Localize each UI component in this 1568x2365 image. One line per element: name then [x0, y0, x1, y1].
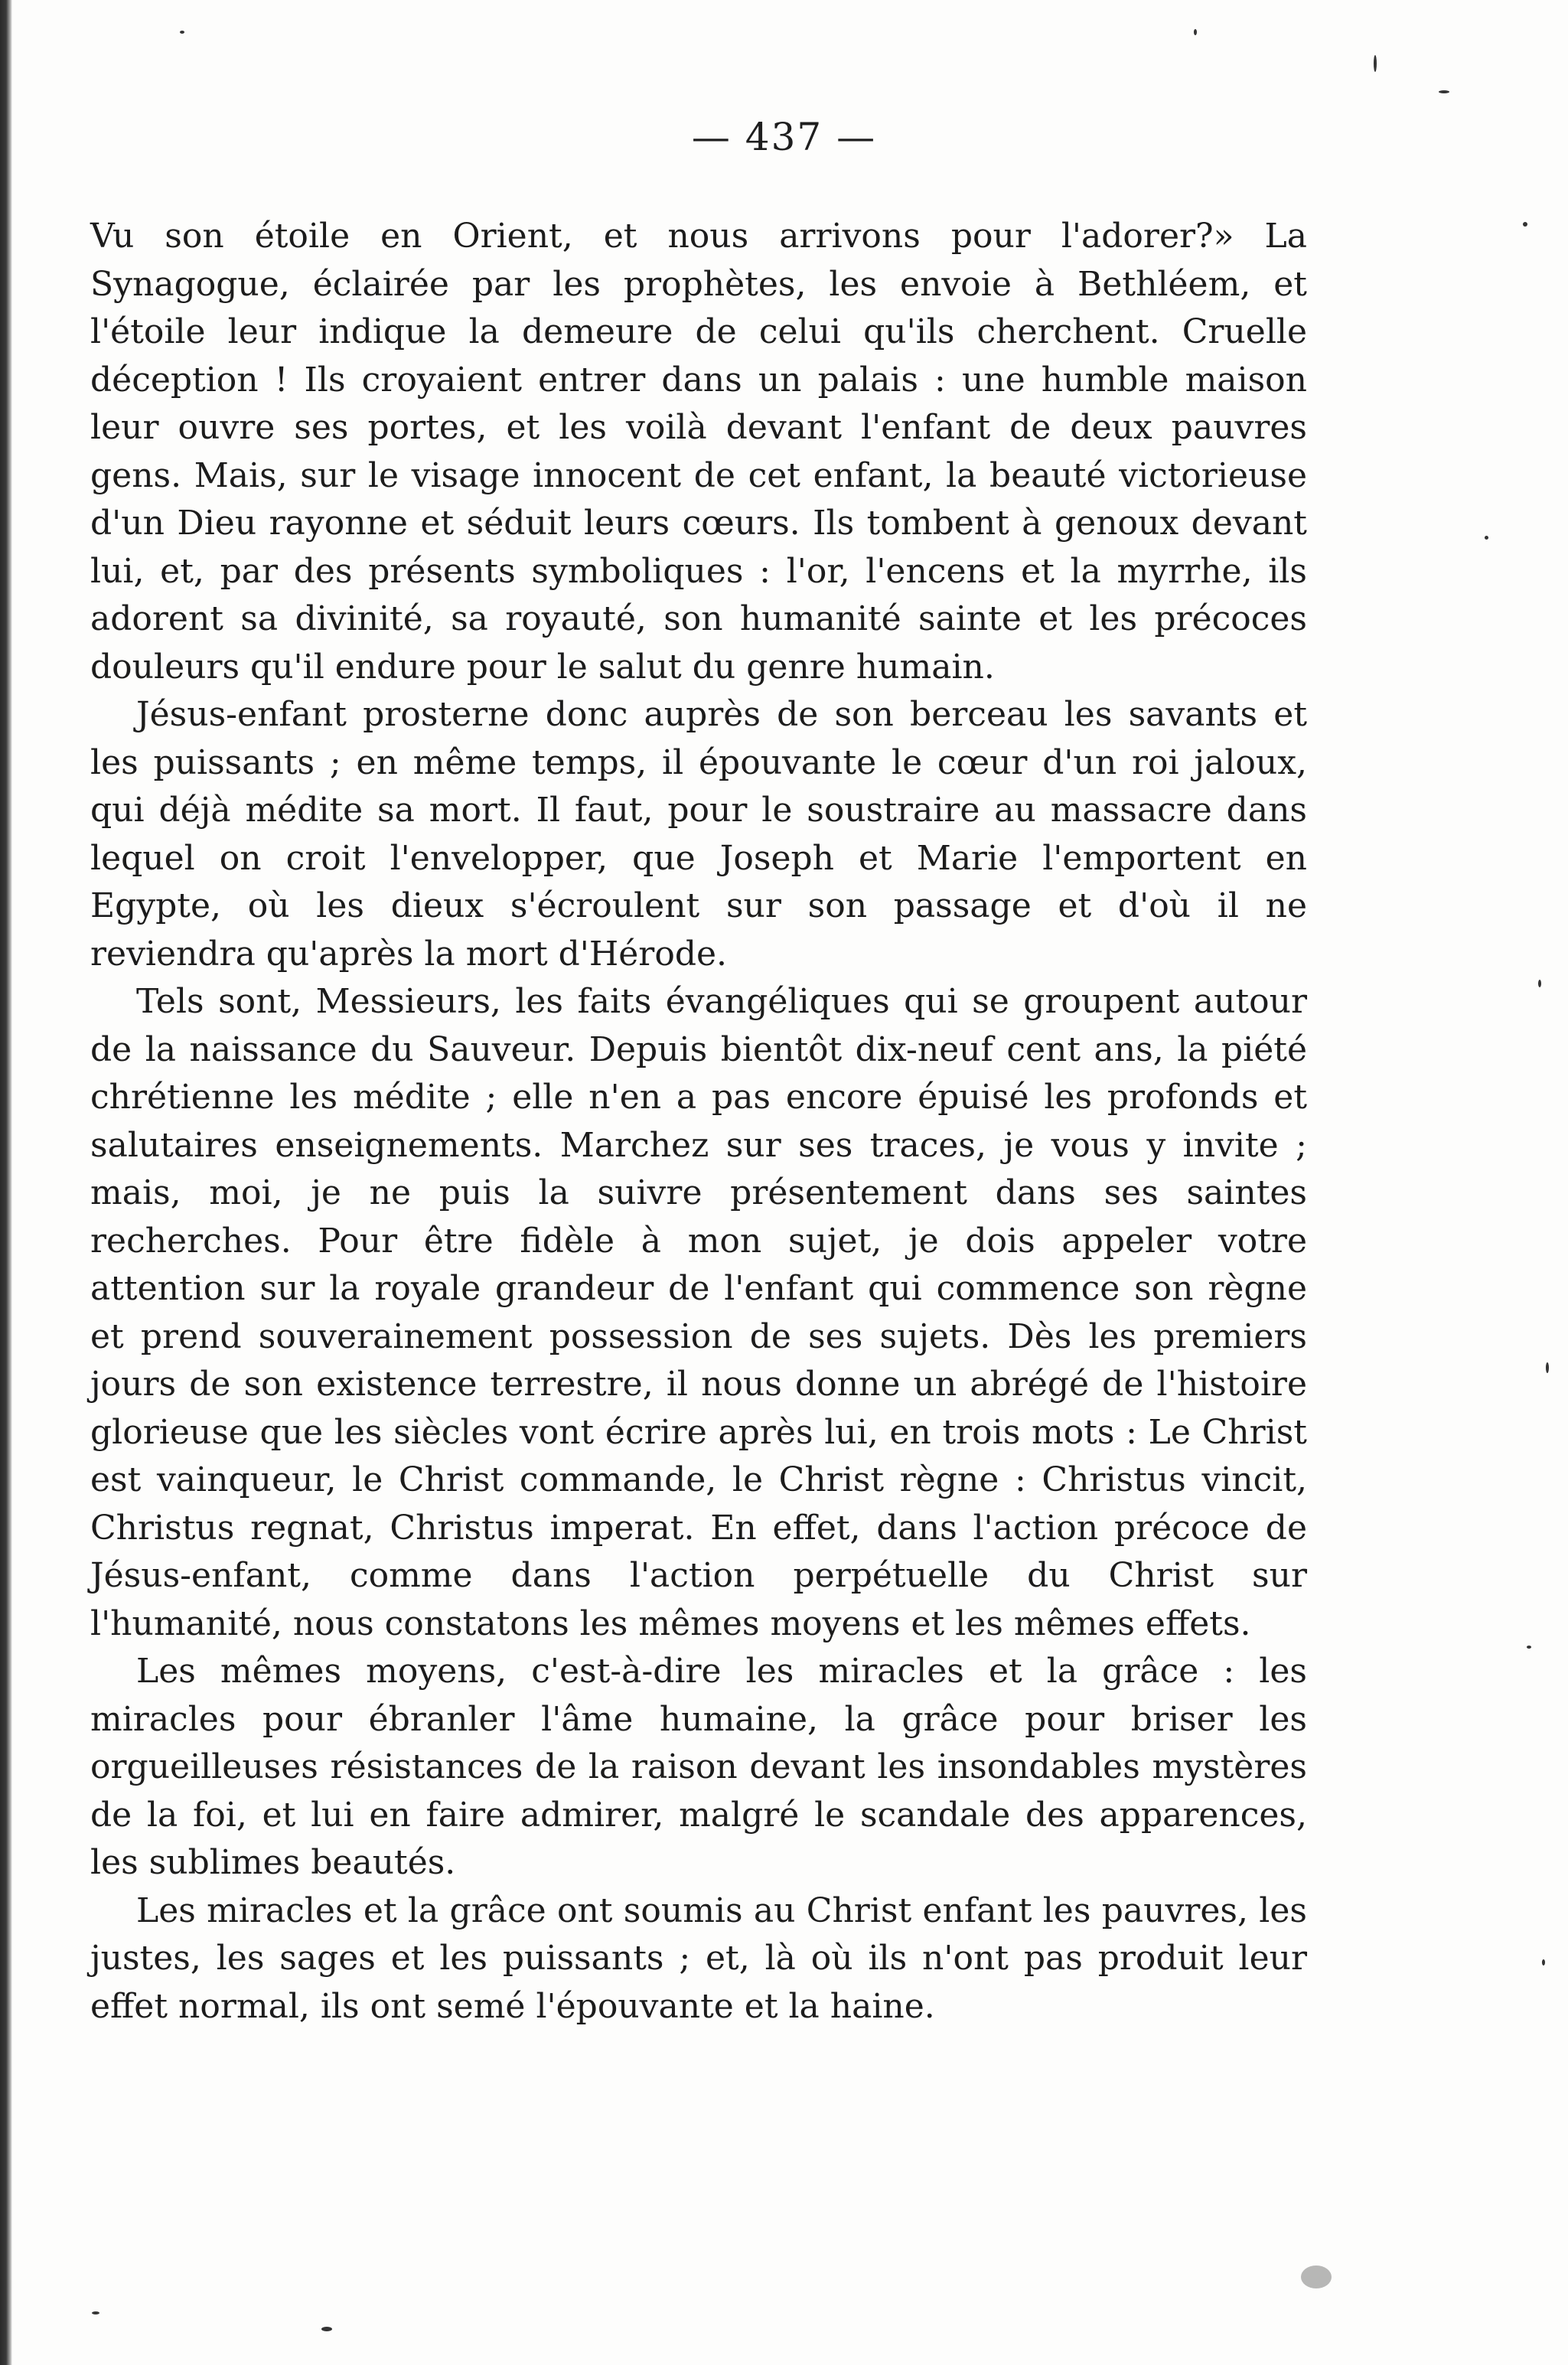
- scan-speck: [1485, 536, 1488, 540]
- paragraph-4: Les mêmes moyens, c'est-à-dire les miracles et la grâce : les miracles pour ébranler l'âme humaine, la grâce pour briser les orgueilleuses résistances de la raison devant les insondables mystères de la foi, et lui en faire admirer, malgré le scandale des apparences, les sublimes beautés.: [90, 1652, 1307, 1882]
- scan-speck: [92, 2311, 99, 2314]
- scan-speck: [1527, 1646, 1531, 1649]
- paragraph-2: Jésus-enfant prosterne donc auprès de son berceau les savants et les puissants ; en même temps, il épouvante le cœur d'un roi jaloux, qui déjà médite sa mort. Il faut, pour le soustraire au massacre dans lequel on croit l'envelopper, que Joseph et Marie l'emportent en Egypte, où les dieux s'écroulent sur son passage et d'où il ne reviendra qu'après la mort d'Hérode.: [90, 695, 1307, 974]
- paragraph-3: Tels sont, Messieurs, les faits évangéliques qui se groupent autour de la naissance du Sauveur. Depuis bientôt dix-neuf cent ans, la piété chrétienne les médite ; elle n'en a pas encore épuisé les profonds et salutaires enseignements. Marchez sur ses traces, je vous y invite ; mais, moi, je ne puis la suivre présentement dans ses saintes recherches. Pour être fidèle à mon sujet, je dois appeler votre attention sur la royale grandeur de l'enfant qui commence son règne et prend souverainement possession de ses sujets. Dès les premiers jours de son existence terrestre, il nous donne un abrégé de l'histoire glorieuse que les siècles vont écrire après lui, en trois mots : Le Christ est vainqueur, le Christ commande, le Christ règne : Christus vincit, Christus regnat, Christus imperat. En effet, dans l'action précoce de Jésus-enfant, comme dans l'action perpétuelle du Christ sur l'humanité, nous constatons les mêmes moyens et les mêmes effets.: [90, 982, 1307, 1643]
- body-text: [90, 213, 1307, 2031]
- scan-speck: [1301, 2266, 1332, 2288]
- scan-speck: [1439, 90, 1449, 93]
- scan-speck: [180, 31, 184, 34]
- scan-speck: [321, 2327, 332, 2331]
- scan-speck: [1374, 55, 1377, 72]
- scan-speck: [1542, 1959, 1545, 1965]
- scan-speck: [1194, 29, 1197, 35]
- paragraph-1: Vu son étoile en Orient, et nous arrivons pour l'adorer?» La Synagogue, éclairée par les prophètes, les envoie à Bethléem, et l'étoile leur indique la demeure de celui qu'ils cherchent. Cruelle déception ! Ils croyaient entrer dans un palais : une humble maison leur ouvre ses portes, et les voilà devant l'enfant de deux pauvres gens. Mais, sur le visage innocent de cet enfant, la beauté victorieuse d'un Dieu rayonne et séduit leurs cœurs. Ils tombent à genoux devant lui, et, par des présents symboliques : l'or, l'encens et la myrrhe, ils adorent sa divinité, sa royauté, son humanité sainte et les précoces douleurs qu'il endure pour le salut du genre humain.: [90, 217, 1307, 687]
- scan-speck: [1523, 222, 1527, 227]
- page-number: — 437 —: [691, 115, 877, 159]
- binding-edge: [0, 0, 12, 2365]
- scan-speck: [1546, 1362, 1549, 1373]
- scan-speck: [1538, 980, 1541, 987]
- paragraph-5: Les miracles et la grâce ont soumis au Christ enfant les pauvres, les justes, les sages et les puissants ; et, là où ils n'ont pas produit leur effet normal, ils ont semé l'épouvante et la haine.: [90, 1890, 1307, 2026]
